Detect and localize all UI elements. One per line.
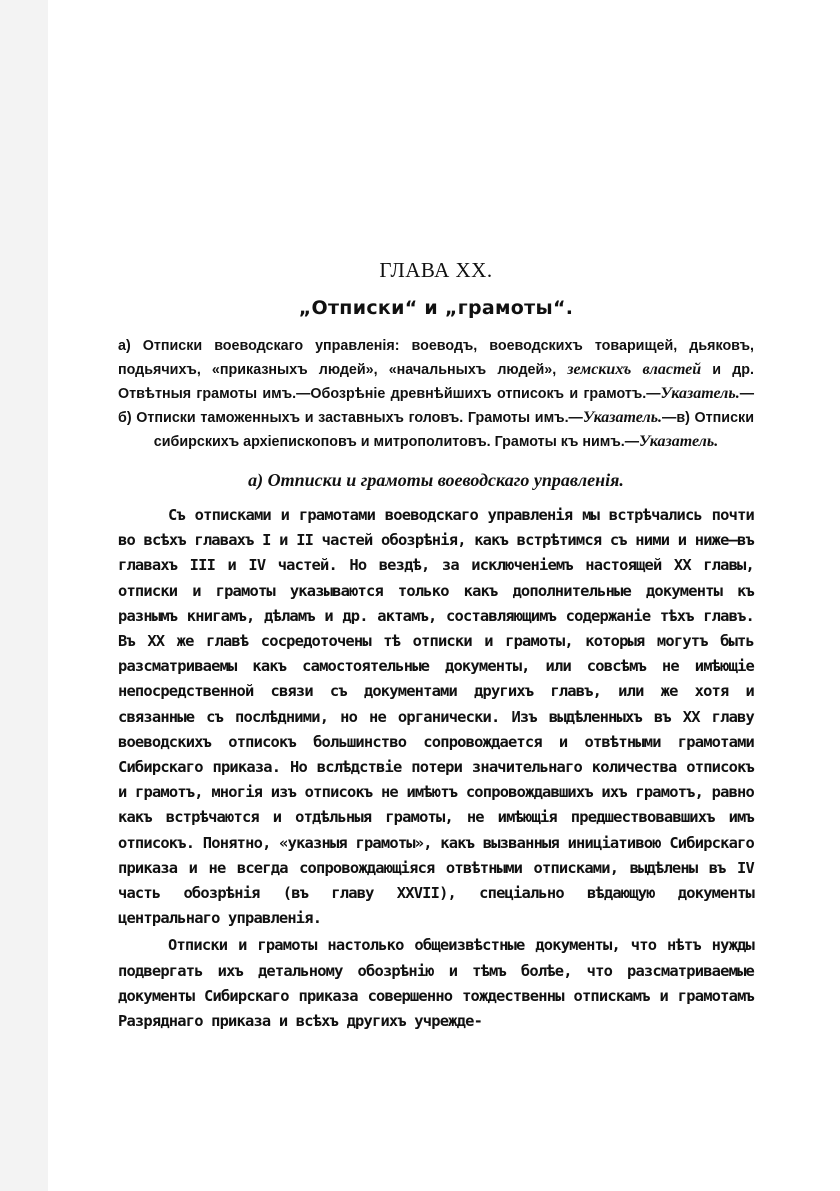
summary-text: а) Отписки воеводскаго управленія: воеводъ, воеводскихъ товарищей, дьяковъ, подьячихъ, «приказныхъ людей», «начальныхъ людей»,	[118, 338, 754, 378]
chapter-title: ГЛАВА XX.	[379, 258, 493, 282]
chapter-subtitle: „Отписки“ и „грамоты“.	[298, 297, 574, 319]
body-paragraph: Отписки и грамоты настолько общеизвѣстные документы, что нѣтъ нужды подвергать ихъ детальному обозрѣнію и тѣмъ болѣе, что разсматриваемые документы Сибирскаго приказа совершенно тождественны отпискамъ и грамотамъ Разряднаго приказа и всѣхъ другихъ учрежде-	[118, 936, 754, 1031]
summary-italic: Указатель.	[582, 409, 663, 426]
body-paragraph: Съ отписками и грамотами воеводскаго управленія мы встрѣчались почти во всѣхъ главахъ I и II частей обозрѣнія, какъ встрѣтимся съ ними и ниже—въ главахъ III и IV частей. Но вездѣ, за исключеніемъ настоящей XX главы, отписки и грамоты указываются только какъ дополнительные документы къ разнымъ книгамъ, дѣламъ и др. актамъ, составляющимъ содержаніе тѣхъ главъ. Въ XX же главѣ сосредоточены тѣ отписки и грамоты, которыя могутъ быть разсматриваемы какъ самостоятельные документы, или совсѣмъ не имѣющіе непосредственной связи съ документами другихъ главъ, или же хотя и связанные съ послѣдними, но не органически. Изъ выдѣленныхъ въ XX главу воеводскихъ отписокъ большинство сопровождается и отвѣтными грамотами Сибирскаго приказа. Но вслѣдствіе потери значительнаго количества отписокъ и грамотъ, многія изъ отписокъ не имѣютъ сопровождавшихъ ихъ грамотъ, равно какъ встрѣчаются и отдѣльныя грамоты, не имѣющія предшествовавшихъ имъ отписокъ. Понятно, «указныя грамоты», какъ вызванныя иниціативою Сибирскаго приказа и не всегда сопровождающіяся отвѣтными отписками, выдѣлены въ IV часть обозрѣнія (въ главу XXVII), спеціально вѣдающую документы центральнаго управленія.	[118, 506, 754, 928]
book-page	[118, 258, 754, 1036]
section-heading: а) Отписки и грамоты воеводскаго управленія.	[248, 470, 624, 490]
scan-margin	[0, 0, 48, 1191]
summary-italic: Указатель.	[639, 433, 719, 450]
summary-text: —в) Отписки сибирскихъ архіепископовъ и митрополитовъ. Грамоты къ нимъ.—	[153, 410, 754, 450]
summary-italic: земскихъ властей	[567, 361, 702, 378]
summary-italic: Указатель.	[660, 385, 740, 402]
summary-text: —б) Отписки таможенныхъ и заставныхъ головъ. Грамоты имъ.—	[118, 386, 754, 426]
chapter-summary	[118, 335, 754, 454]
summary-text: и др. Отвѣтныя грамоты имъ.—Обозрѣніе древнѣйшихъ отписокъ и грамотъ.—	[118, 362, 754, 402]
